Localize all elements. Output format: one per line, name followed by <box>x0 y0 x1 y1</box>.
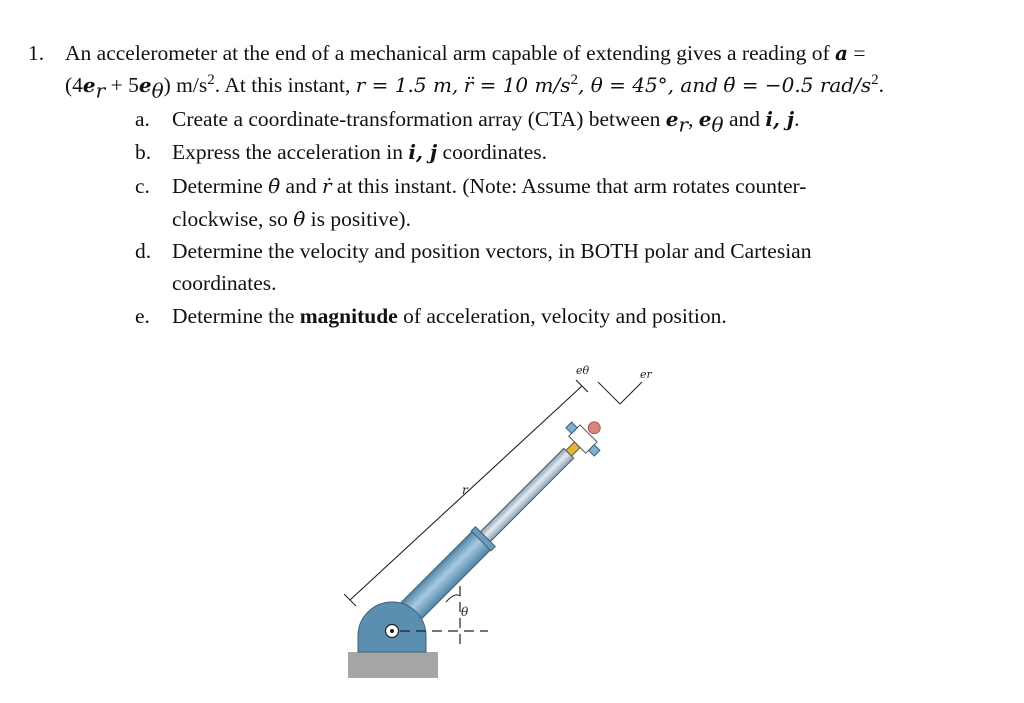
part-a-er: e <box>665 107 679 131</box>
end-period: . <box>878 73 885 97</box>
part-e-bold: magnitude <box>299 304 398 328</box>
equals: = <box>853 41 866 65</box>
part-c-and: and <box>280 174 322 198</box>
part-d-line-2 <box>172 269 276 297</box>
part-d-text <box>172 237 811 265</box>
part-c-text <box>172 172 806 200</box>
rdd-value: = 10 m/s <box>473 73 571 97</box>
part-d-desc: Determine the velocity and position vectors, in BOTH polar and Cartesian <box>172 239 812 263</box>
part-b-ij: i, j <box>408 140 438 164</box>
part-c-thetadot-2: θ̇ <box>293 207 306 231</box>
part-a-er-sub: r <box>678 112 689 137</box>
rdd-symbol: r̈ <box>463 73 474 97</box>
part-c-letter: c. <box>135 174 150 198</box>
part-a-etheta: e <box>698 107 712 131</box>
part-a-comma: , <box>688 107 699 131</box>
problem-number: 1. <box>28 41 45 65</box>
theta-value: , θ = 45°, and <box>578 73 718 97</box>
pivot-pin <box>390 629 394 633</box>
part-e-rest: of acceleration, velocity and position. <box>397 304 727 328</box>
accel-units: ) m/s <box>163 73 208 97</box>
er-vector: e <box>82 73 96 97</box>
thdd-symbol: θ̈ <box>723 73 736 97</box>
ground-plate <box>348 652 438 678</box>
accel-units-sq: 2 <box>207 71 215 88</box>
part-e-text <box>172 302 727 330</box>
intro-text: An accelerometer at the end of a mechanical arm capable of extending gives a reading of <box>65 41 830 65</box>
r-label: r <box>462 483 468 497</box>
problem-line-1 <box>65 39 866 67</box>
part-c-thetadot: θ̇ <box>268 174 281 198</box>
rdd-sq: 2 <box>570 71 578 88</box>
part-d-line2-text: coordinates. <box>172 271 277 295</box>
theta-label: θ <box>461 605 469 619</box>
part-a-and: and <box>723 107 766 131</box>
part-b-text <box>172 138 547 166</box>
part-e-desc: Determine the <box>172 304 295 328</box>
part-b-end: coordinates. <box>437 140 548 164</box>
accel-open: (4 <box>65 73 83 97</box>
part-d-letter: d. <box>135 239 152 263</box>
r-value: r = 1.5 m, <box>355 73 459 97</box>
part-a-letter: a. <box>135 107 150 131</box>
part-b-letter: b. <box>135 140 152 164</box>
accel-symbol: a <box>835 41 849 65</box>
part-c-desc: Determine <box>172 174 263 198</box>
er-label: er <box>640 368 652 381</box>
part-c-rdot: ṙ <box>321 174 332 198</box>
arm-figure <box>330 352 670 697</box>
part-c-rest: at this instant. (Note: Assume that arm rotates counter- <box>331 174 807 198</box>
at-instant: . At this instant, <box>214 73 351 97</box>
part-b-desc: Express the acceleration in <box>172 140 404 164</box>
etheta-sub: θ <box>151 78 164 103</box>
etheta-label: eθ <box>576 364 590 377</box>
part-a-ij: i, j <box>765 107 795 131</box>
part-a-etheta-sub: θ <box>711 112 724 137</box>
unit-vectors <box>598 382 642 404</box>
plus-five: + 5 <box>105 73 139 97</box>
part-a-desc: Create a coordinate-transformation array (CTA) between <box>172 107 661 131</box>
er-sub: r <box>95 78 106 103</box>
thdd-sq: 2 <box>871 71 879 88</box>
theta-arc <box>446 595 460 602</box>
part-c-line2-text: clockwise, so <box>172 207 288 231</box>
part-e-letter: e. <box>135 304 150 328</box>
part-a-end: . <box>794 107 800 131</box>
part-c-line2-end: is positive). <box>305 207 411 231</box>
thdd-value: = −0.5 rad/s <box>735 73 872 97</box>
part-c-line-2 <box>172 205 411 233</box>
etheta-vector: e <box>138 73 152 97</box>
part-a-text <box>172 105 800 137</box>
problem-line-2 <box>65 71 885 103</box>
